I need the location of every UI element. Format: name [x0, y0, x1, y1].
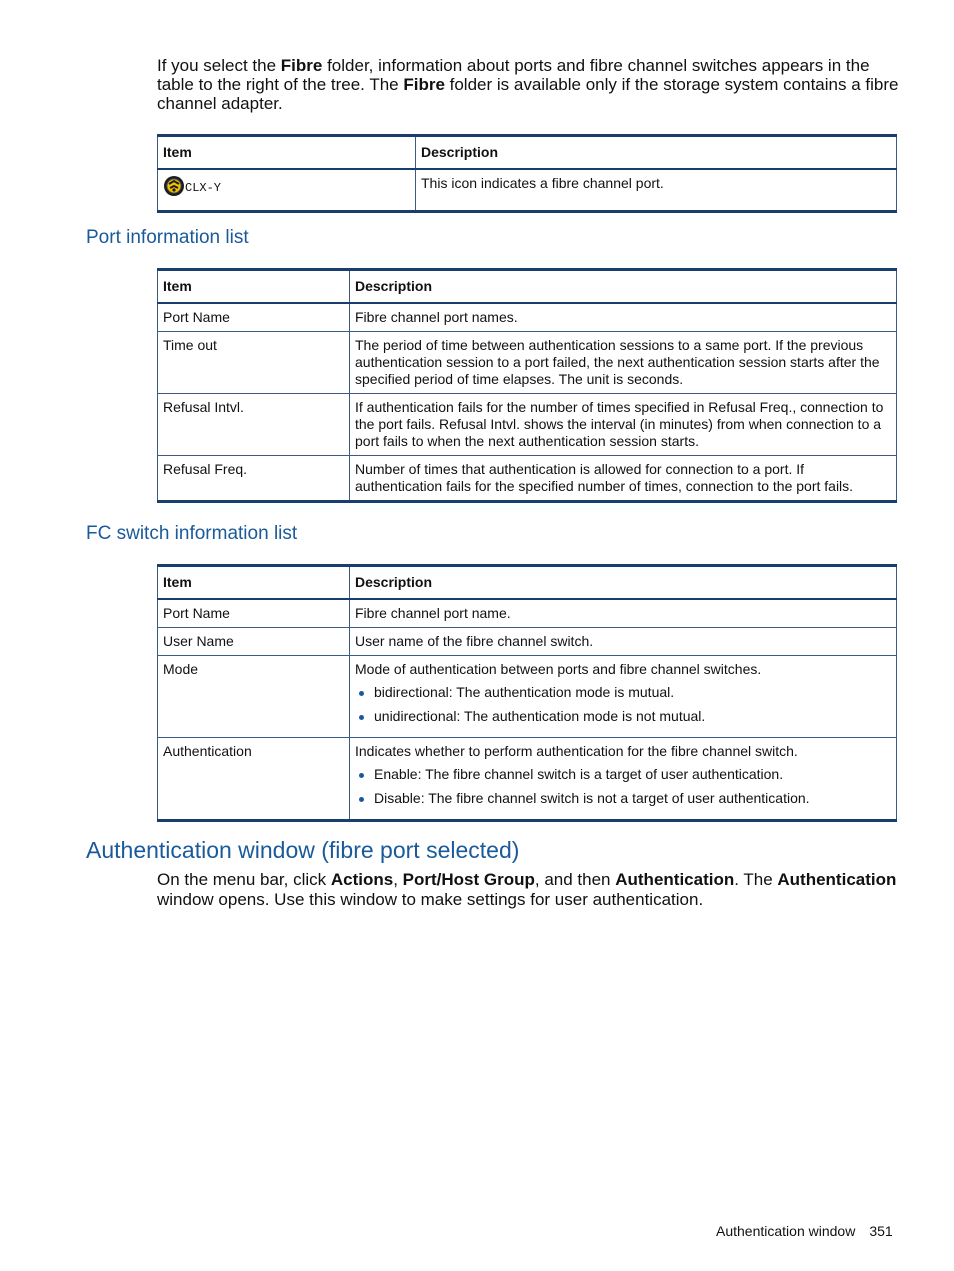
- intro-bold-fibre: Fibre: [403, 75, 445, 94]
- row-description: Fibre channel port name.: [350, 599, 897, 628]
- table-header-row: [158, 136, 897, 170]
- fc-switch-table: [157, 564, 897, 822]
- window-authentication: Authentication: [777, 870, 897, 889]
- intro-paragraph: [157, 56, 902, 113]
- table-row: [158, 738, 897, 821]
- intro-text: If you select the: [157, 56, 281, 75]
- para-text: window opens. Use this window to make settings for user authentication.: [157, 890, 704, 909]
- icon-label: CLX-Y: [185, 181, 222, 195]
- row-item: Refusal Intvl.: [158, 394, 350, 456]
- list-item: Disable: The fibre channel switch is not a target of user authentication.: [374, 790, 892, 807]
- row-item: Time out: [158, 332, 350, 394]
- port-info-table: [157, 268, 897, 503]
- row-description: If authentication fails for the number of times specified in Refusal Freq., connection to the port fails. Refusal Intvl. shows the interval (in minutes) from when connection to a port fails to when the next authentication session starts.: [350, 394, 897, 456]
- fc-switch-heading: FC switch information list: [86, 523, 298, 544]
- column-header-item: Item: [158, 136, 416, 170]
- intro-bold-fibre: Fibre: [280, 56, 323, 75]
- section-heading: Authentication window (fibre port selected): [86, 837, 520, 863]
- column-header-item: Item: [158, 566, 350, 600]
- footer-section-title: Authentication window: [716, 1223, 856, 1239]
- row-description: User name of the fibre channel switch.: [350, 628, 897, 656]
- para-text: On the menu bar, click: [157, 870, 331, 889]
- row-description: Fibre channel port names.: [350, 303, 897, 332]
- intro-text: folder is available only if the storage system contains a fibre channel adapter.: [157, 75, 899, 113]
- table-header-row: [158, 270, 897, 304]
- table-row: [158, 169, 897, 211]
- table-row: [158, 332, 897, 394]
- row-description: Indicates whether to perform authentication for the fibre channel switch.: [355, 743, 798, 759]
- para-text: , and then: [534, 870, 616, 889]
- menu-port-host-group: Port/Host Group: [402, 870, 535, 889]
- table-row: [158, 456, 897, 502]
- menu-actions: Actions: [330, 870, 394, 889]
- table-row: [158, 599, 897, 628]
- bullet-list: [355, 766, 892, 807]
- row-item: Port Name: [158, 599, 350, 628]
- column-header-description: Description: [350, 270, 897, 304]
- table-row: [158, 303, 897, 332]
- auth-window-paragraph: [157, 870, 902, 910]
- para-text: . The: [734, 870, 778, 889]
- row-item: Authentication: [158, 738, 350, 821]
- icon-table: [157, 134, 897, 213]
- icon-description: This icon indicates a fibre channel port.: [416, 169, 897, 211]
- table-header-row: [158, 566, 897, 600]
- row-description: Mode of authentication between ports and fibre channel switches.: [355, 661, 762, 677]
- column-header-description: Description: [416, 136, 897, 170]
- bullet-list: [355, 684, 892, 725]
- row-description-cell: [350, 656, 897, 738]
- row-description: The period of time between authentication sessions to a same port. If the previous authentication session to a port failed, the next authentication session starts after the specified period of time elapses. The unit is seconds.: [350, 332, 897, 394]
- list-item: unidirectional: The authentication mode is not mutual.: [374, 708, 892, 725]
- list-item: Enable: The fibre channel switch is a target of user authentication.: [374, 766, 892, 783]
- row-item: Mode: [158, 656, 350, 738]
- para-text: ,: [393, 870, 403, 889]
- port-info-heading: Port information list: [86, 227, 249, 248]
- row-description: Number of times that authentication is allowed for connection to a port. If authentication fails for the specified number of times, connection to the port fails.: [350, 456, 897, 502]
- list-item: bidirectional: The authentication mode is mutual.: [374, 684, 892, 701]
- menu-authentication: Authentication: [615, 870, 735, 889]
- column-header-description: Description: [350, 566, 897, 600]
- fibre-port-icon: [163, 175, 185, 201]
- icon-cell: [158, 169, 416, 211]
- intro-text: folder, information about ports and fibre channel switches appears in the table to the right of the tree. The: [157, 56, 870, 94]
- row-description-cell: [350, 738, 897, 821]
- table-row: [158, 628, 897, 656]
- row-item: Refusal Freq.: [158, 456, 350, 502]
- row-item: User Name: [158, 628, 350, 656]
- page-footer: [716, 1222, 893, 1240]
- column-header-item: Item: [158, 270, 350, 304]
- page-number: 351: [869, 1223, 893, 1239]
- table-row: [158, 394, 897, 456]
- table-row: [158, 656, 897, 738]
- row-item: Port Name: [158, 303, 350, 332]
